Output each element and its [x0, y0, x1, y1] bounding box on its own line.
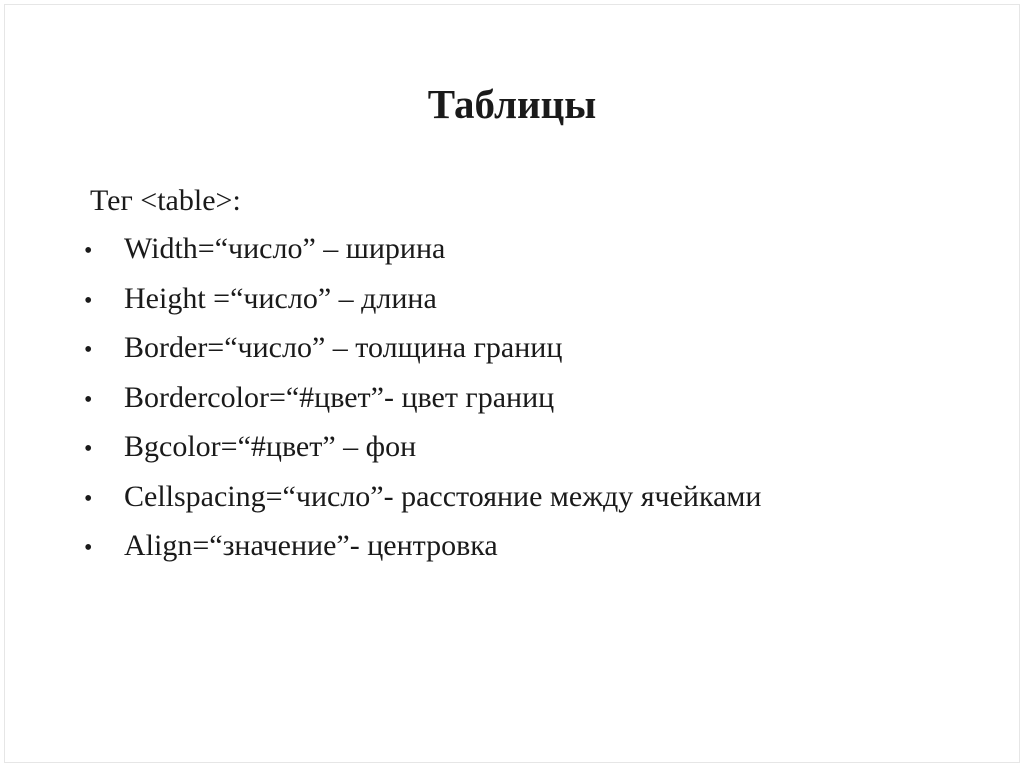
- list-item: [80, 328, 761, 378]
- intro-text: Тег <table>:: [90, 184, 241, 217]
- list-item-text: Cellspacing=“число”- расстояние между ячейками: [124, 479, 762, 513]
- bullet-icon: •: [84, 238, 93, 264]
- bullet-icon: •: [84, 535, 93, 561]
- list-item: [80, 279, 761, 329]
- list-item: [80, 378, 761, 428]
- list-item-text: Align=“значение”- центровка: [124, 529, 498, 562]
- bullet-icon: •: [84, 485, 93, 512]
- list-item-text: Bordercolor=“#цвет”- цвет границ: [124, 380, 555, 414]
- list-item: [80, 526, 761, 576]
- slide-title: Таблицы: [427, 81, 597, 127]
- bullet-icon: •: [84, 287, 93, 314]
- list-item-text: Height =“число” – длина: [124, 281, 437, 315]
- list-item: [80, 427, 761, 477]
- bullet-icon: •: [84, 337, 93, 363]
- list-item: [80, 477, 761, 527]
- list-item: [80, 229, 761, 279]
- list-item-text: Width=“число” – ширина: [124, 232, 446, 265]
- bullet-icon: •: [84, 436, 93, 462]
- bullet-list: [80, 229, 761, 576]
- list-item-text: Bgcolor=“#цвет” – фон: [124, 430, 417, 463]
- bullet-icon: •: [84, 386, 93, 413]
- list-item-text: Border=“число” – толщина границ: [124, 331, 563, 364]
